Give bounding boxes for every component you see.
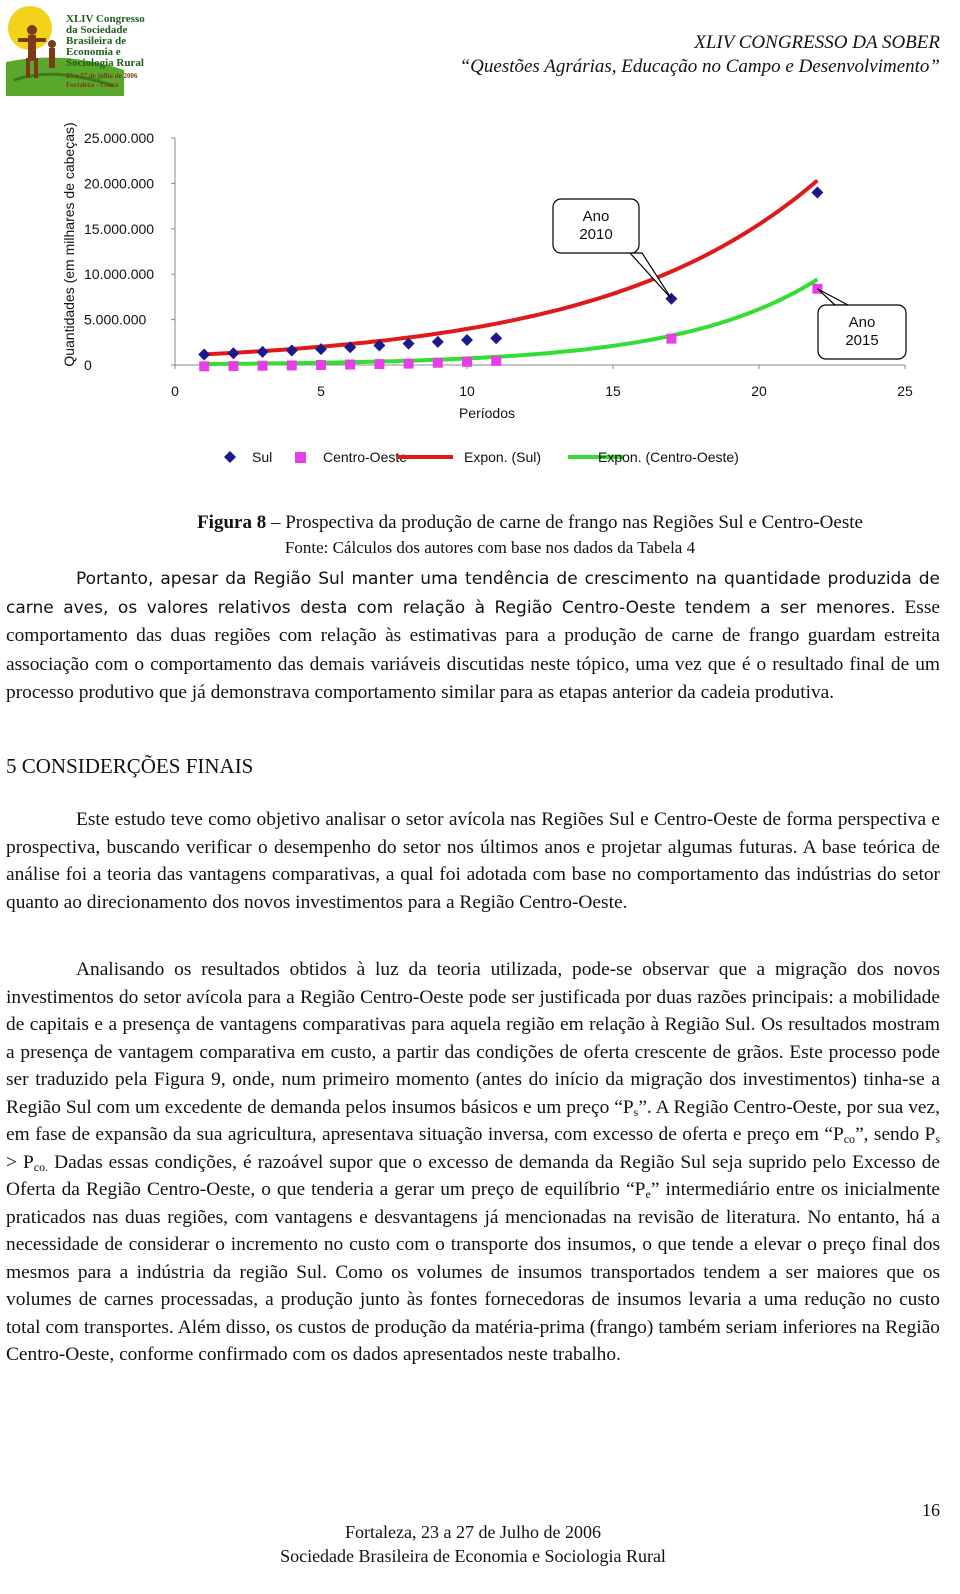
production-forecast-chart <box>0 105 960 485</box>
data-point-sul <box>257 346 269 358</box>
data-point-centro-oeste <box>345 360 355 370</box>
data-point-sul <box>490 332 502 344</box>
figure-label: Figura 8 <box>197 512 267 533</box>
subscript-s: s <box>633 1104 639 1119</box>
legend-marker-sul <box>224 451 236 463</box>
data-point-centro-oeste <box>491 356 501 366</box>
y-tick-label: 0 <box>84 357 92 373</box>
subscript-s-2: s <box>935 1132 940 1146</box>
figure-caption-text: – Prospectiva da produção de carne de frango nas Regiões Sul e Centro-Oeste <box>266 512 863 533</box>
legend-label: Centro-Oeste <box>323 449 408 465</box>
paragraph-analysis-sans: Portanto, apesar da Região Sul manter uma tendência de crescimento na quantidade produzida de carne aves, os valores relativos desta com relação à Região Centro-Oeste tendem a ser menores. <box>6 569 940 618</box>
x-axis-label: Períodos <box>458 405 516 421</box>
data-point-centro-oeste <box>433 358 443 368</box>
x-tick-label: 20 <box>751 383 767 399</box>
header-subtitle: “Questões Agrárias, Educação no Campo e Desenvolvimento” <box>459 56 940 77</box>
x-tick-label: 15 <box>605 383 621 399</box>
y-tick-label: 20.000.000 <box>84 175 155 192</box>
data-point-centro-oeste <box>462 357 472 367</box>
footer-organization: Sociedade Brasileira de Economia e Sociologia Rural <box>280 1546 666 1566</box>
callout-label: 2010 <box>579 226 613 243</box>
x-tick-label: 5 <box>317 383 325 399</box>
y-axis-label: Quantidades (em milhares de cabeças) <box>61 122 77 367</box>
y-tick-label: 15.000.000 <box>84 220 155 237</box>
figure-caption <box>0 512 960 534</box>
x-tick-label: 0 <box>171 383 179 399</box>
results-text-4: > P <box>6 1151 34 1173</box>
footer-location: Fortaleza, 23 a 27 de Julho de 2006 <box>345 1522 601 1542</box>
congress-logo <box>4 0 174 100</box>
subscript-co: co <box>843 1132 856 1146</box>
data-point-centro-oeste <box>228 361 238 371</box>
paragraph-results <box>6 956 940 1369</box>
results-text-6: ” intermediário entre os inicialmente praticados nas duas regiões, com vantagens e desvantagens já mencionadas na revisão de literatura. No entanto, há a necessidade de considerar o incremento no custo com o transporte dos insumos, o que tende a elevar o preço final dos mesmos para a indústria da região Sul. Como os volumes de insumos transportados tendem a ser maiores que os volumes de carnes processadas, a produção junto às fontes fornecedoras de insumos levaria a uma redução no custo total com transportes. Além disso, os custos de produção da matéria-prima (frango) também seriam inferiores na Região Centro-Oeste, conforme confirmado com os dados apresentados neste trabalho. <box>6 1179 941 1365</box>
results-text-3: ”, sendo P <box>855 1124 936 1145</box>
results-text-5: Dadas essas condições, é razoável supor que o excesso de demanda da Região Sul seja suprido pelo Excesso de Oferta da Região Centro-Oeste, o que tenderia a gerar um preço de equilíbrio “P <box>6 1151 940 1200</box>
data-point-centro-oeste <box>316 360 326 370</box>
figure-source: Fonte: Cálculos dos autores com base nos dados da Tabela 4 <box>284 538 696 557</box>
y-tick-label: 25.000.000 <box>84 130 155 146</box>
section-title: 5 CONSIDERÇÕES FINAIS <box>6 754 254 778</box>
callout-label: Ano <box>582 208 610 225</box>
legend-label: Expon. (Sul) <box>464 449 542 465</box>
header-title: XLIV CONGRESSO DA SOBER <box>694 32 940 53</box>
paragraph-analysis <box>6 566 940 708</box>
data-point-centro-oeste <box>374 359 384 369</box>
svg-text:Fortaleza - Ceará: Fortaleza - Ceará <box>66 81 119 89</box>
results-text-1: Analisando os resultados obtidos à luz da teoria utilizada, pode-se observar que a migração dos novos investimentos do setor avícola para a Região Centro-Oeste pode ser justificada por duas razões principais: a mobilidade de capitais e a presença de vantagens comparativas para aquela região em relação à Região Sul. Os resultados mostram a presença de vantagem comparativa em custo, a partir das condições de oferta crescente de grãos. Este processo pode ser traduzido pela Figura 9, onde, num primeiro momento (antes do início da migração dos investimentos) tinha-se a Região Sul com um excedente de demanda pelos insumos básicos e um preço “P <box>6 959 940 1118</box>
results-text-2: ”. A Região Centro-Oeste, por sua vez, em fase de expansão da sua agricultura, apresentava situação inversa, com excesso de oferta e preço em “P <box>6 1096 940 1145</box>
data-point-centro-oeste <box>258 361 268 371</box>
legend-label: Sul <box>252 449 273 465</box>
svg-text:Brasileira de: Brasileira de <box>66 35 127 47</box>
svg-text:XLIV Congresso: XLIV Congresso <box>66 13 145 25</box>
subscript-co-2: co. <box>33 1159 49 1174</box>
data-point-sul <box>811 186 823 198</box>
data-point-centro-oeste <box>287 360 297 370</box>
svg-text:da Sociedade: da Sociedade <box>66 24 128 36</box>
legend-label: Expon. (Centro-Oeste) <box>598 449 739 465</box>
svg-text:Sociologia Rural: Sociologia Rural <box>66 57 144 69</box>
data-point-sul <box>432 336 444 348</box>
paragraph-analysis-serif: Esse comportamento das duas regiões com relação às estimativas para a produção de carne de frango guardam estreita associação com o comportamento das demais variáveis discutidas neste tópico, uma vez que é o resultado final de um processo produtivo que já demonstrava comportamento similar para as etapas anterior da cadeia produtiva. <box>6 596 940 703</box>
data-point-sul <box>286 344 298 356</box>
data-point-sul <box>227 347 239 359</box>
paragraph-objective: Este estudo teve como objetivo analisar o setor avícola nas Regiões Sul e Centro-Oeste de forma perspectiva e prospectiva, buscando verificar o desempenho do setor nos últimos anos e projetar algumas futuras. A base teórica de análise foi a teoria das vantagens comparativas, a qual foi adotada com base no comportamento das indústrias do setor quanto ao direcionamento dos novos investimentos para a Região Centro-Oeste. <box>6 809 940 913</box>
y-tick-label: 10.000.000 <box>84 266 155 283</box>
subscript-e: e <box>645 1187 651 1201</box>
x-tick-label: 25 <box>897 383 913 399</box>
legend-marker-centro-oeste <box>295 452 306 463</box>
x-tick-label: 10 <box>459 383 475 399</box>
page-number: 16 <box>922 1500 940 1520</box>
y-tick-label: 5.000.000 <box>84 311 147 328</box>
callout-label: 2015 <box>845 332 879 349</box>
callout-label: Ano <box>848 314 876 331</box>
data-point-centro-oeste <box>199 361 209 371</box>
svg-text:23 a 27 de julho de 2006: 23 a 27 de julho de 2006 <box>66 72 138 80</box>
data-point-sul <box>198 349 210 361</box>
trend-line-expon-sul- <box>204 181 817 355</box>
svg-text:Economia e: Economia e <box>66 46 121 58</box>
data-point-centro-oeste <box>404 359 414 369</box>
data-point-centro-oeste <box>666 334 676 344</box>
callout-pointer <box>817 289 848 305</box>
data-point-sul <box>461 334 473 346</box>
